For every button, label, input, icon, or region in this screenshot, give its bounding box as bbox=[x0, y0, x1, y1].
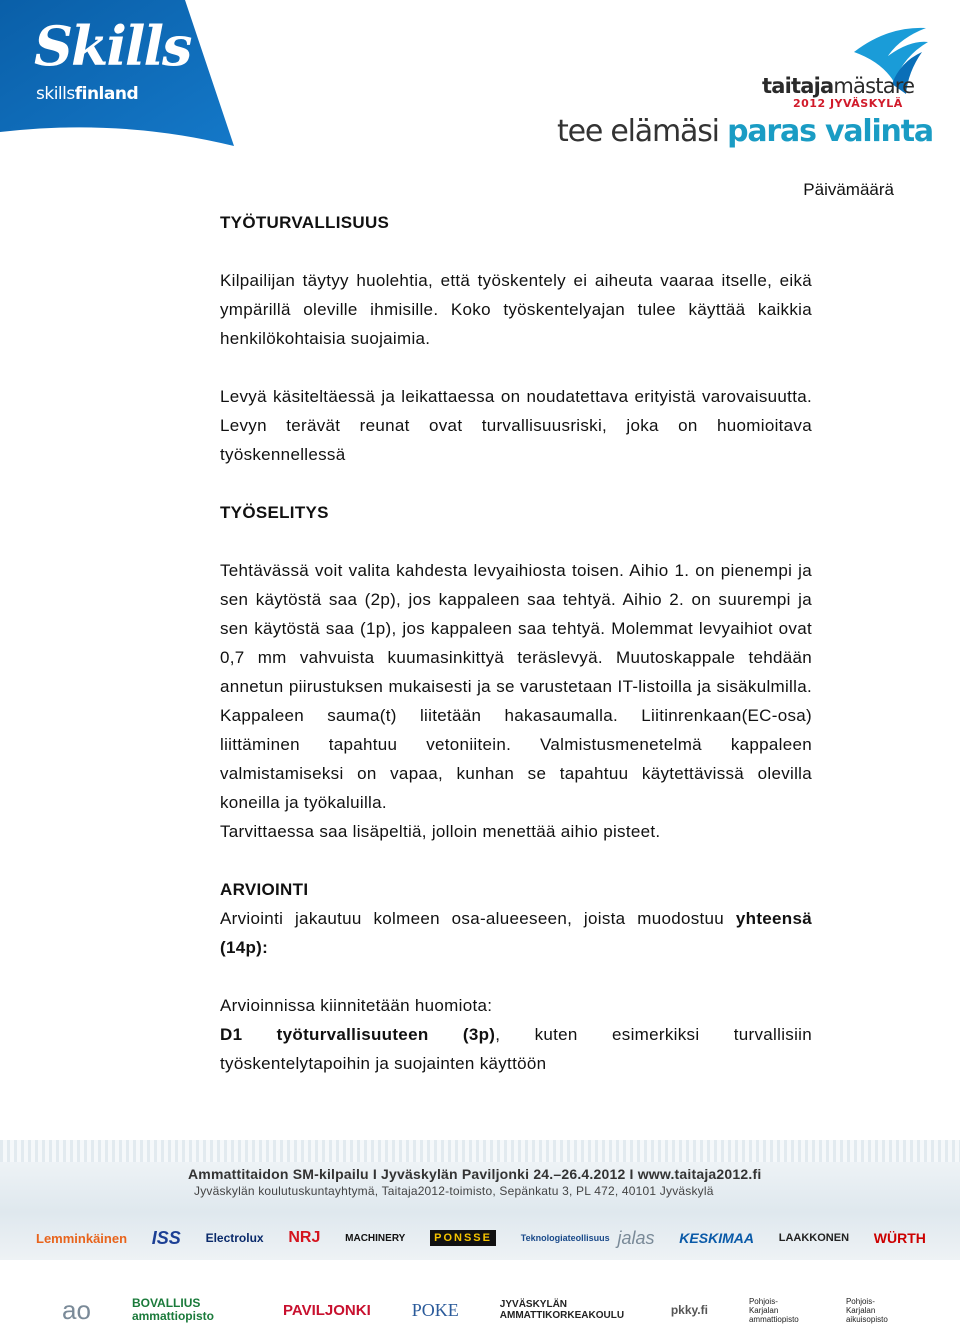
description-paragraph-1: Tehtävässä voit valita kahdesta levyaihiosta toisen. Aihio 1. on pienempi ja sen käytöstä saa (2p), jos kappaleen saa tehtyä. Aihio 2. on suurempi ja sen käytöstä saa (1p), jos kappaleen saa tehtyä. Molemmat levyaihiot ovat 0,7 mm vahvuista kuumasinkittyä teräslevyä. Muutoskappale tehdään annetun piirustuksen mukaisesti ja se varustetaan IT-listoilla ja sisäkulmilla. Kappaleen sauma(t) liitetään hakasaumalla. Liitinrenkaan(EC-osa) liittäminen tapahtuu vetoniitein. Valmistusmenetelmä kappaleen valmistamiseksi on vapaa, kunhan se tapahtuu käytettävissä olevilla koneilla ja työkaluilla. bbox=[220, 561, 812, 812]
sponsor-logos-row-1 bbox=[36, 1218, 926, 1258]
sponsor-logo[interactable]: Pohjois-Karjalan aikuisopisto bbox=[845, 1296, 888, 1324]
heading-safety: TYÖTURVALLISUUS bbox=[220, 213, 390, 232]
description-paragraph-2: Tarvittaessa saa lisäpeltiä, jolloin menettää aihio pisteet. bbox=[220, 822, 661, 841]
evaluation-paragraph-3: D1 työturvallisuuteen (3p), kuten esimerkiksi turvallisiin työskentelytapoihin ja suojainten käyttöön bbox=[220, 1025, 812, 1073]
sponsor-logo[interactable]: PONSSE bbox=[430, 1230, 496, 1246]
sponsor-logo[interactable]: JYVÄSKYLÄN AMMATTIKORKEAKOULU bbox=[499, 1299, 625, 1321]
evaluation-paragraph-2: Arvioinnissa kiinnitetään huomiota: bbox=[220, 996, 493, 1015]
sponsor-logo[interactable]: Lemminkäinen bbox=[36, 1230, 128, 1246]
sponsor-logo[interactable]: NRJ bbox=[288, 1229, 321, 1246]
slogan: tee elämäsi paras valinta bbox=[557, 114, 933, 149]
taitajamastare-year: 2012 JYVÄSKYLÄ bbox=[793, 97, 903, 110]
sponsor-logo[interactable]: pkky.fi bbox=[670, 1303, 708, 1317]
heading-evaluation: ARVIOINTI bbox=[220, 880, 309, 899]
skills-logo-word: Skills bbox=[34, 14, 191, 78]
date-label: Päivämäärä bbox=[803, 180, 894, 199]
skills-logo-subtitle: skillsfinland bbox=[36, 84, 139, 104]
safety-paragraph-1: Kilpailijan täytyy huolehtia, että työskentely ei aiheuta vaaraa itselle, eikä ympärillä oleville ihmisille. Koko työskentelyajan tulee käyttää kaikkia henkilökohtaisia suojaimia. bbox=[220, 271, 812, 348]
evaluation-paragraph-1: Arviointi jakautuu kolmeen osa-alueeseen, joista muodostuu yhteensä (14p): bbox=[220, 909, 812, 957]
sponsor-logo[interactable]: MACHINERY bbox=[345, 1232, 406, 1244]
sponsor-logo[interactable]: LAAKKONEN bbox=[778, 1232, 850, 1244]
sponsor-logo[interactable]: Teknologiateollisuus bbox=[520, 1233, 610, 1243]
sponsor-logo[interactable]: Pohjois-Karjalan ammattiopisto bbox=[748, 1296, 799, 1324]
heading-description: TYÖSELITYS bbox=[220, 503, 329, 522]
footer-event-info: Ammattitaidon SM-kilpailu I Jyväskylän Paviljonki 24.–26.4.2012 I www.taitaja2012.fi bbox=[188, 1166, 762, 1182]
skills-finland-logo[interactable] bbox=[0, 0, 240, 148]
sponsor-logo[interactable]: BOVALLIUS ammattiopisto bbox=[131, 1296, 214, 1323]
taitajamastare-logo-text: taitajamästare bbox=[762, 74, 915, 98]
sponsor-logo[interactable]: jalas bbox=[617, 1227, 655, 1248]
sponsor-logo[interactable]: Electrolux bbox=[205, 1231, 264, 1245]
sponsor-logo[interactable]: WÜRTH bbox=[873, 1230, 926, 1246]
sponsor-logo[interactable]: ao bbox=[62, 1294, 91, 1325]
sponsor-logo[interactable]: ISS bbox=[151, 1227, 181, 1248]
sponsor-logo[interactable]: POKE bbox=[411, 1299, 459, 1320]
sponsor-logos-row-2 bbox=[62, 1290, 902, 1330]
sponsor-logo[interactable]: PAVILJONKI bbox=[282, 1301, 371, 1319]
sponsor-logo[interactable]: KESKIMAA bbox=[679, 1230, 754, 1246]
document-body bbox=[220, 208, 812, 1078]
footer-address: Jyväskylän koulutuskuntayhtymä, Taitaja2012-toimisto, Sepänkatu 3, PL 472, 40101 Jyväskylä bbox=[194, 1184, 714, 1198]
safety-paragraph-2: Levyä käsiteltäessä ja leikattaessa on noudatettava erityistä varovaisuutta. Levyn terävät reunat ovat turvallisuusriski, joka on huomioitava työskennellessä bbox=[220, 387, 812, 464]
